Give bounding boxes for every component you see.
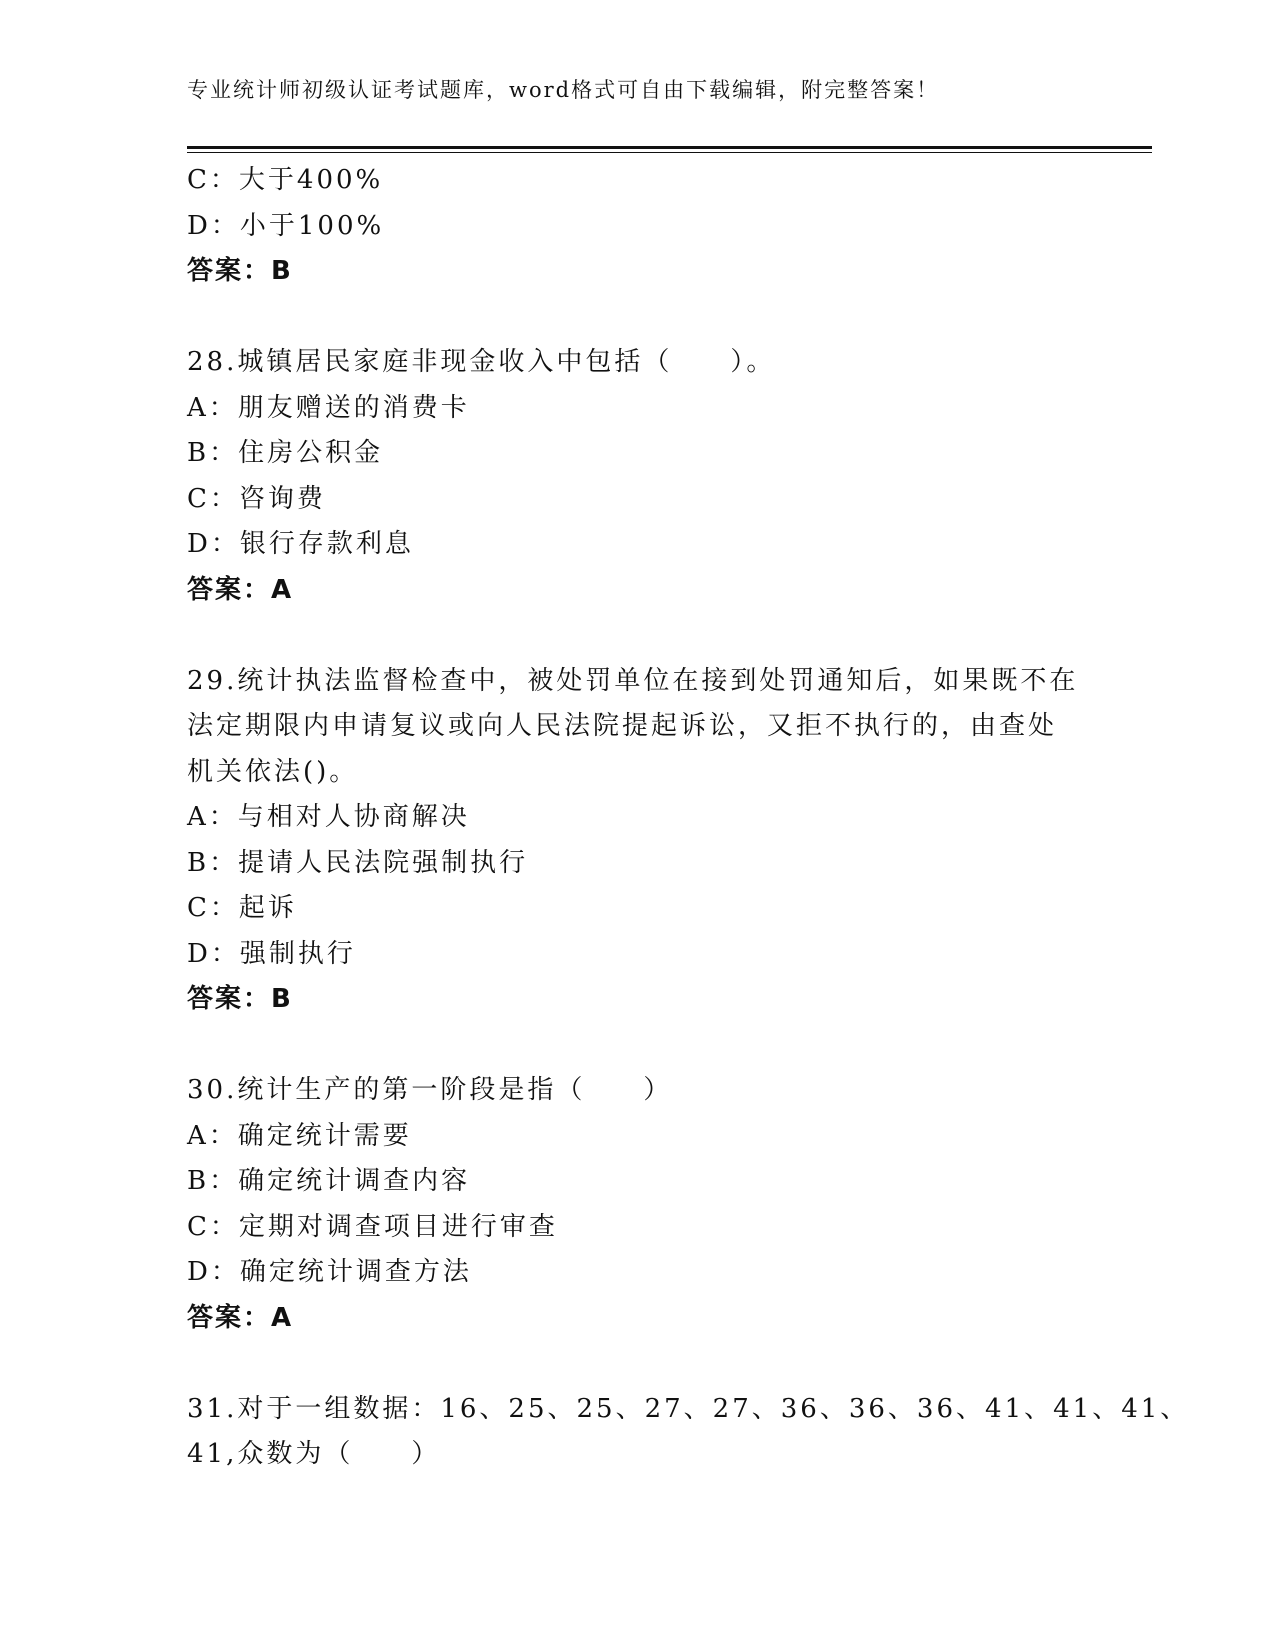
question-stem: 机关依法()。 — [187, 756, 359, 787]
spacer — [187, 1341, 1087, 1387]
option-label: B： — [187, 1166, 239, 1196]
option-c — [187, 158, 1087, 204]
option-c — [187, 477, 1087, 523]
option-b — [187, 431, 1087, 477]
spacer — [187, 1023, 1087, 1069]
option-text: 确定统计需要 — [237, 1120, 412, 1151]
option-label: A： — [187, 802, 238, 832]
question-stem: 29.统计执法监督检查中，被处罚单位在接到处罚通知后，如果既不在 — [187, 665, 1079, 696]
option-label: A： — [187, 1120, 238, 1151]
option-label: D： — [187, 210, 240, 241]
option-text: 起诉 — [238, 893, 297, 923]
question-stem: 30.统计生产的第一阶段是指（ ） — [187, 1075, 673, 1105]
question-stem: 41,众数为（ ） — [187, 1439, 441, 1469]
option-b — [187, 1159, 1087, 1205]
spacer — [187, 295, 1087, 341]
option-text: 定期对调查项目进行审查 — [238, 1211, 558, 1242]
question-stem: 28.城镇居民家庭非现金收入中包括（ ）。 — [187, 347, 776, 377]
question-list — [187, 158, 1190, 1478]
answer-line: 答案：A — [187, 1302, 294, 1333]
spacer — [187, 613, 1087, 659]
option-text: 提请人民法院强制执行 — [238, 847, 529, 878]
answer-line: 答案：A — [187, 574, 294, 605]
header-rule-thin — [187, 152, 1152, 153]
option-d — [187, 204, 1087, 250]
option-d — [187, 1250, 1087, 1296]
option-d — [187, 522, 1087, 568]
option-label: D： — [187, 938, 240, 969]
option-label: C： — [187, 893, 239, 923]
option-label: A： — [187, 392, 238, 423]
option-label: C： — [187, 1211, 239, 1242]
option-label: C： — [187, 483, 239, 514]
option-text: 与相对人协商解决 — [237, 802, 470, 832]
option-text: 小于100% — [239, 210, 385, 241]
option-a — [187, 1114, 1087, 1160]
option-c — [187, 886, 1087, 932]
header-rule-thick — [187, 146, 1152, 149]
option-text: 强制执行 — [239, 938, 356, 969]
question-stem: 31.对于一组数据：16、25、25、27、27、36、36、36、41、41、41、 — [187, 1393, 1190, 1424]
option-label: D： — [187, 529, 240, 559]
option-b — [187, 841, 1087, 887]
option-text: 朋友赠送的消费卡 — [237, 392, 470, 423]
answer-line: 答案：B — [187, 256, 293, 286]
option-text: 大于400% — [238, 165, 384, 195]
answer-line: 答案：B — [187, 984, 293, 1014]
option-text: 确定统计调查方法 — [239, 1257, 472, 1287]
option-a — [187, 386, 1087, 432]
question-stem: 法定期限内申请复议或向人民法院提起诉讼，又拒不执行的，由查处 — [187, 711, 1058, 741]
option-a — [187, 795, 1087, 841]
option-label: B： — [187, 847, 239, 878]
option-c — [187, 1205, 1087, 1251]
option-text: 银行存款利息 — [239, 529, 414, 559]
option-label: C： — [187, 165, 239, 195]
option-d — [187, 932, 1087, 978]
page-header: 专业统计师初级认证考试题库，word格式可自由下载编辑，附完整答案！ — [187, 78, 940, 102]
option-label: B： — [187, 438, 239, 468]
option-text: 住房公积金 — [238, 438, 384, 468]
option-label: D： — [187, 1257, 240, 1287]
option-text: 咨询费 — [238, 483, 326, 514]
option-text: 确定统计调查内容 — [238, 1166, 471, 1196]
